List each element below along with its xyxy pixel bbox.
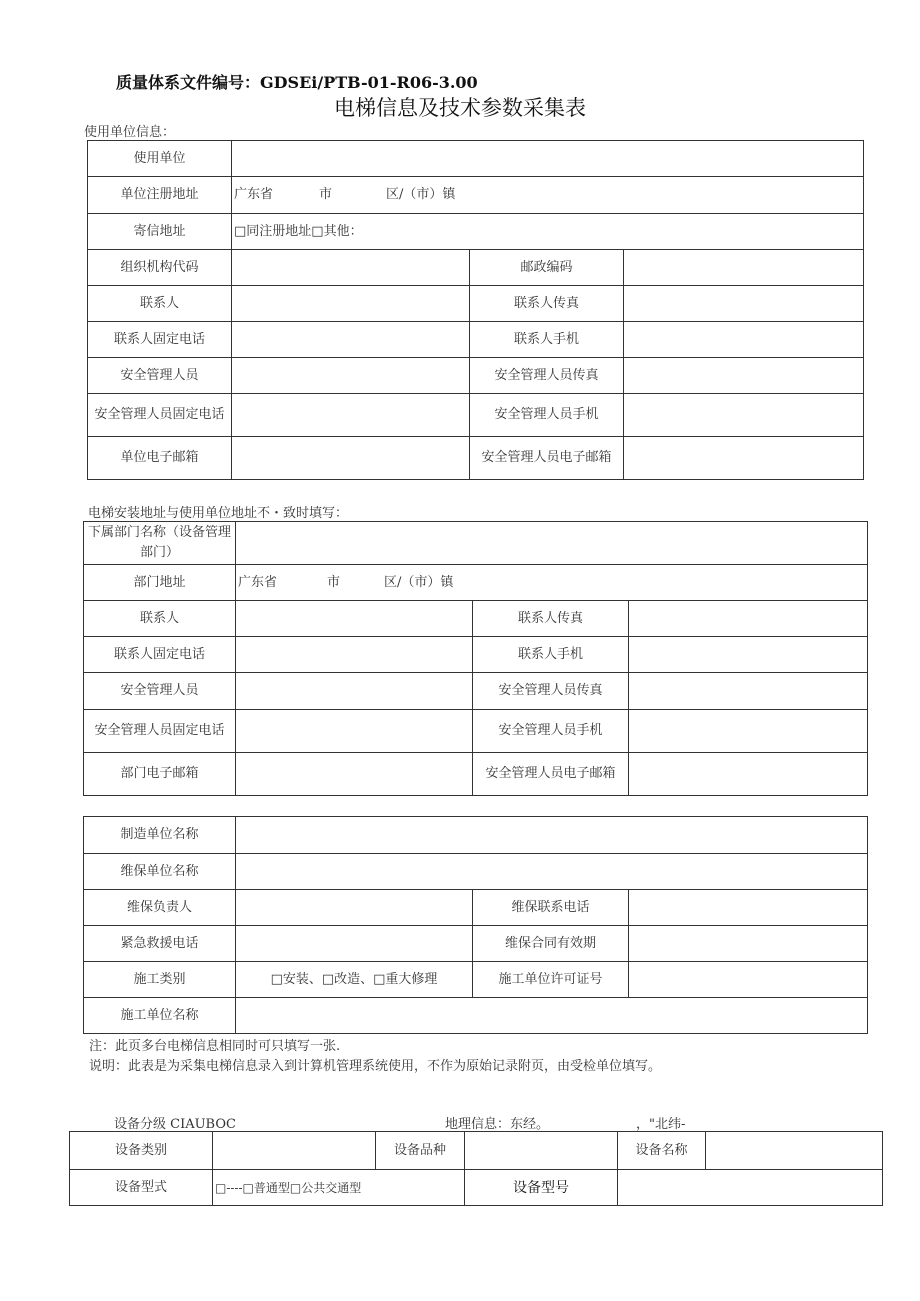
dept-name-field[interactable] (236, 522, 868, 565)
contact-label: 联系人 (88, 286, 232, 322)
contact-mobile-label: 联系人手机 (470, 322, 624, 358)
dept-safety-email-label: 安全管理人员电子邮箱 (473, 753, 629, 796)
install-dept-table (83, 521, 868, 796)
dept-contact-label: 联系人 (84, 601, 236, 637)
equip-type-label: 设备型式 (70, 1170, 213, 1206)
dept-address-label: 部门地址 (84, 565, 236, 601)
geo-latitude: ，"北纬- (636, 1117, 686, 1132)
unit-name-field[interactable] (232, 141, 864, 177)
dept-addr-province: 广东省 (238, 574, 278, 590)
manufacturer-field[interactable] (236, 817, 868, 854)
dept-name-label: 下属部门名称（设备管理部门） (84, 522, 236, 565)
form-title: 电梯信息及技术参数采集表 (334, 96, 586, 120)
dept-safety-fax-field[interactable] (629, 673, 868, 710)
dept-contact-mobile-field[interactable] (629, 637, 868, 673)
safety-manager-label: 安全管理人员 (88, 358, 232, 394)
note-purpose: 说明：此表是为采集电梯信息录入到计算机管理系统使用，不作为原始记录附页，由受检单位填写。 (89, 1059, 662, 1074)
contract-valid-label: 维保合同有效期 (473, 926, 629, 962)
postcode-field[interactable] (624, 250, 864, 286)
equip-variety-label: 设备品种 (376, 1132, 465, 1170)
safety-email-label: 安全管理人员电子邮箱 (470, 437, 624, 480)
safety-fax-field[interactable] (624, 358, 864, 394)
mail-address-field[interactable] (232, 214, 864, 250)
addr-city: 市 (319, 187, 333, 202)
addr-province: 广东省 (234, 187, 274, 202)
dept-safety-fax-label: 安全管理人员传真 (473, 673, 629, 710)
geo-longitude: 地理信息：东经。 (445, 1117, 550, 1132)
maint-lead-label: 维保负责人 (84, 890, 236, 926)
maintenance-table (83, 816, 868, 1034)
construction-unit-field[interactable] (236, 998, 868, 1034)
equipment-table (69, 1131, 883, 1206)
equip-model-label: 设备型号 (465, 1170, 618, 1206)
equip-category-field[interactable] (213, 1132, 376, 1170)
safety-mobile-label: 安全管理人员手机 (470, 394, 624, 437)
dept-safety-mobile-label: 安全管理人员手机 (473, 710, 629, 753)
safety-manager-field[interactable] (232, 358, 470, 394)
safety-phone-field[interactable] (232, 394, 470, 437)
equip-name-label: 设备名称 (618, 1132, 706, 1170)
unit-email-label: 单位电子邮箱 (88, 437, 232, 480)
maint-phone-label: 维保联系电话 (473, 890, 629, 926)
dept-email-field[interactable] (236, 753, 473, 796)
equip-name-field[interactable] (706, 1132, 883, 1170)
dept-email-label: 部门电子邮箱 (84, 753, 236, 796)
section2-caption: 电梯安装地址与使用单位地址不・致时填写： (88, 506, 349, 521)
maintainer-field[interactable] (236, 854, 868, 890)
dept-contact-fax-label: 联系人传真 (473, 601, 629, 637)
section1-caption: 使用单位信息： (84, 125, 176, 140)
org-code-label: 组织机构代码 (88, 250, 232, 286)
safety-email-field[interactable] (624, 437, 864, 480)
dept-addr-city: 市 (327, 574, 341, 590)
contact-mobile-field[interactable] (624, 322, 864, 358)
mail-address-label: 寄信地址 (88, 214, 232, 250)
document-number: 质量体系文件编号：GDSEi/PTB-01-R06-3.00 (116, 73, 478, 92)
rescue-phone-label: 紧急救援电话 (84, 926, 236, 962)
license-no-label: 施工单位许可证号 (473, 962, 629, 998)
dept-safety-manager-field[interactable] (236, 673, 473, 710)
equip-model-field[interactable] (618, 1170, 883, 1206)
org-code-field[interactable] (232, 250, 470, 286)
equipment-grade: 设备分级 CIAUBOC (114, 1117, 236, 1132)
safety-mobile-field[interactable] (624, 394, 864, 437)
license-no-field[interactable] (629, 962, 868, 998)
dept-contact-phone-label: 联系人固定电话 (84, 637, 236, 673)
mail-other-checkbox[interactable]: □其他： (311, 223, 363, 239)
maint-lead-field[interactable] (236, 890, 473, 926)
dept-contact-field[interactable] (236, 601, 473, 637)
equip-category-label: 设备类别 (70, 1132, 213, 1170)
reg-address-label: 单位注册地址 (88, 177, 232, 214)
construction-type-label: 施工类别 (84, 962, 236, 998)
contact-field[interactable] (232, 286, 470, 322)
safety-phone-label: 安全管理人员固定电话 (88, 394, 232, 437)
unit-email-field[interactable] (232, 437, 470, 480)
contact-phone-label: 联系人固定电话 (88, 322, 232, 358)
dept-safety-manager-label: 安全管理人员 (84, 673, 236, 710)
equip-variety-field[interactable] (465, 1132, 618, 1170)
dept-address-field[interactable] (236, 565, 868, 601)
unit-name-label: 使用单位 (88, 141, 232, 177)
dept-contact-fax-field[interactable] (629, 601, 868, 637)
dept-safety-phone-field[interactable] (236, 710, 473, 753)
reg-address-field[interactable] (232, 177, 864, 214)
postcode-label: 邮政编码 (470, 250, 624, 286)
dept-safety-email-field[interactable] (629, 753, 868, 796)
dept-safety-mobile-field[interactable] (629, 710, 868, 753)
note-same-info: 注：此页多台电梯信息相同时可只填写一张. (89, 1039, 341, 1054)
contact-fax-field[interactable] (624, 286, 864, 322)
construction-type-options[interactable]: □安装、□改造、□重大修理 (236, 962, 473, 998)
user-unit-table (87, 140, 864, 480)
maint-phone-field[interactable] (629, 890, 868, 926)
safety-fax-label: 安全管理人员传真 (470, 358, 624, 394)
dept-contact-phone-field[interactable] (236, 637, 473, 673)
dept-addr-district: 区/（市）镇 (384, 574, 454, 590)
addr-district: 区/（市）镇 (386, 187, 456, 202)
construction-unit-label: 施工单位名称 (84, 998, 236, 1034)
dept-safety-phone-label: 安全管理人员固定电话 (84, 710, 236, 753)
mail-same-checkbox[interactable]: □同注册地址 (234, 223, 312, 239)
contact-phone-field[interactable] (232, 322, 470, 358)
rescue-phone-field[interactable] (236, 926, 473, 962)
contract-valid-field[interactable] (629, 926, 868, 962)
manufacturer-label: 制造单位名称 (84, 817, 236, 854)
dept-contact-mobile-label: 联系人手机 (473, 637, 629, 673)
equip-type-options[interactable]: □----□普通型□公共交通型 (213, 1170, 465, 1206)
contact-fax-label: 联系人传真 (470, 286, 624, 322)
maintainer-label: 维保单位名称 (84, 854, 236, 890)
